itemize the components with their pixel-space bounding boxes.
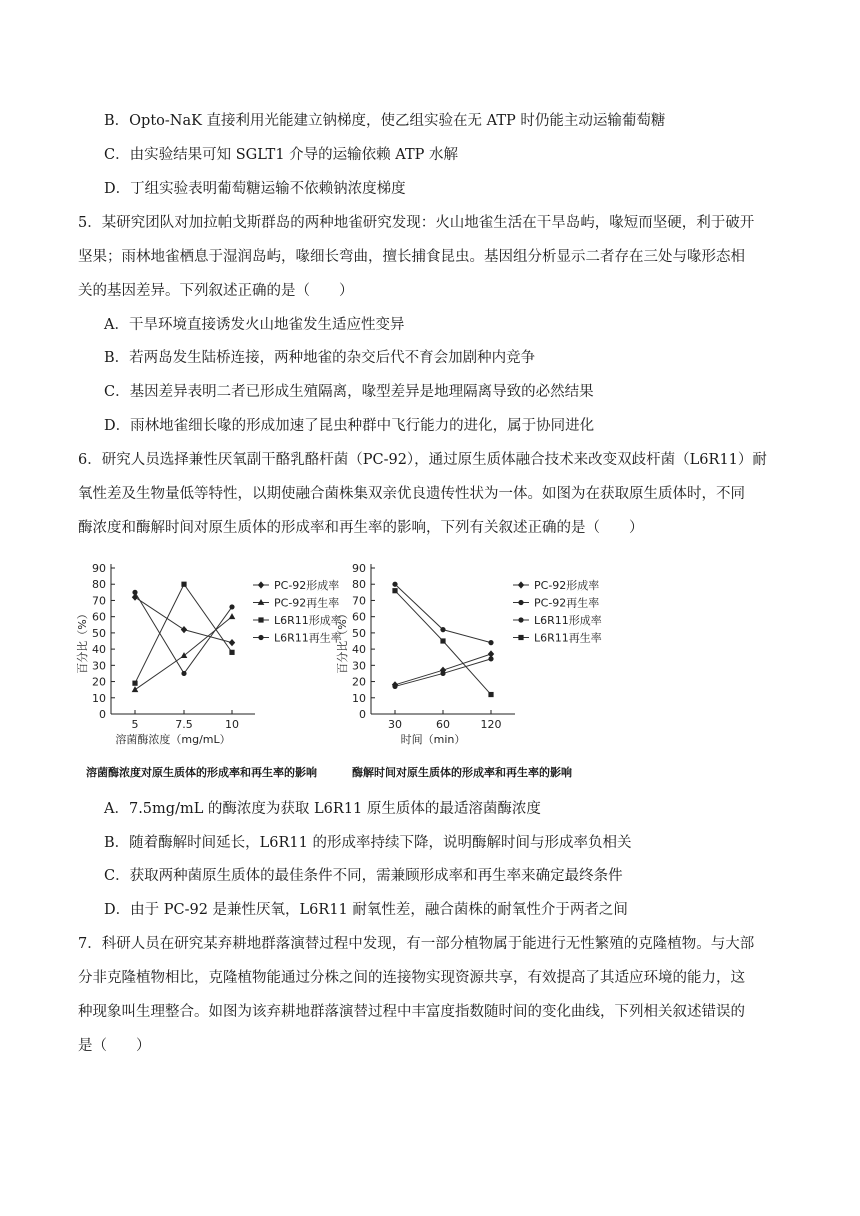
y-tick-label: 30 bbox=[352, 659, 366, 673]
y-tick-label: 40 bbox=[352, 643, 366, 657]
legend-marker bbox=[518, 635, 523, 640]
enzymolysis-time-chart bbox=[335, 556, 625, 756]
data-point bbox=[132, 590, 137, 595]
y-tick-label: 40 bbox=[92, 643, 106, 657]
legend-marker bbox=[518, 617, 523, 622]
y-tick-label: 60 bbox=[352, 610, 366, 624]
x-axis-label: 时间（min） bbox=[400, 733, 466, 746]
y-tick-label: 10 bbox=[352, 691, 366, 705]
x-tick-label: 10 bbox=[225, 718, 239, 731]
q5-option-b: B．若两岛发生陆桥连接，两种地雀的杂交后代不育会加剧种内竞争 bbox=[104, 350, 536, 366]
y-tick-label: 0 bbox=[359, 708, 366, 721]
q6-stem-line-2: 氧性差及生物量低等特性，以期使融合菌株集双亲优良遗传性状为一体。如图为在获取原生质体时，不同 bbox=[78, 486, 745, 502]
x-tick-label: 60 bbox=[436, 718, 450, 731]
q6-option-d: D．由于 PC-92 是兼性厌氧，L6R11 耐氧性差，融合菌株的耐氧性介于两者之间 bbox=[104, 902, 628, 918]
data-point bbox=[229, 604, 234, 609]
y-tick-label: 0 bbox=[99, 708, 106, 721]
data-point bbox=[392, 588, 397, 593]
y-tick-label: 90 bbox=[352, 562, 366, 575]
q6-stem-line-3: 酶浓度和酶解时间对原生质体的形成率和再生率的影响，下列有关叙述正确的是（ ） bbox=[78, 520, 644, 536]
data-point bbox=[488, 640, 493, 645]
data-point bbox=[181, 626, 187, 633]
data-point bbox=[181, 671, 186, 676]
data-point bbox=[229, 613, 236, 619]
legend-marker bbox=[258, 581, 264, 588]
q4-option-b: B．Opto-NaK 直接利用光能建立钠梯度，使乙组实验在无 ATP 时仍能主动运输葡萄糖 bbox=[104, 113, 666, 129]
legend-marker bbox=[258, 617, 263, 622]
data-point bbox=[440, 627, 445, 632]
x-tick-label: 30 bbox=[388, 718, 402, 731]
legend-label: L6R11再生率 bbox=[274, 631, 342, 645]
legend-marker bbox=[518, 600, 523, 605]
q4-option-d: D．丁组实验表明葡萄糖运输不依赖钠浓度梯度 bbox=[104, 181, 406, 197]
data-point bbox=[229, 650, 234, 655]
q5-option-d: D．雨林地雀细长喙的形成加速了昆虫种群中飞行能力的进化，属于协同进化 bbox=[104, 418, 595, 434]
q5-stem-line-2: 坚果；雨林地雀栖息于湿润岛屿，喙细长弯曲，擅长捕食昆虫。基因组分析显示二者存在三处与喙形态相 bbox=[78, 249, 745, 265]
q5-stem-line-3: 关的基因差异。下列叙述正确的是（ ） bbox=[78, 283, 354, 299]
y-tick-label: 80 bbox=[92, 578, 106, 592]
y-tick-label: 50 bbox=[92, 626, 106, 640]
data-point bbox=[488, 692, 493, 697]
q7-stem-line-2: 分非克隆植物相比，克隆植物能通过分株之间的连接物实现资源共享，有效提高了其适应环境的能力，这 bbox=[78, 970, 745, 986]
series-line bbox=[135, 592, 232, 673]
q7-stem-line-4: 是（ ） bbox=[78, 1038, 151, 1054]
legend-label: L6R11形成率 bbox=[534, 614, 602, 627]
x-tick-label: 5 bbox=[131, 718, 139, 731]
data-point bbox=[488, 656, 493, 661]
enzyme-concentration-chart bbox=[75, 556, 345, 756]
q6-option-c: C．获取两种菌原生质体的最佳条件不同，需兼顾形成率和再生率来确定最终条件 bbox=[104, 868, 623, 884]
y-tick-label: 20 bbox=[352, 675, 366, 689]
y-tick-label: 60 bbox=[92, 610, 106, 624]
y-axis-label: 百分比（%） bbox=[336, 608, 349, 674]
legend-label: PC-92再生率 bbox=[534, 596, 600, 610]
legend-marker bbox=[258, 635, 263, 640]
y-tick-label: 10 bbox=[92, 691, 106, 705]
data-point bbox=[181, 652, 188, 658]
q7-stem-line-3: 种现象叫生理整合。如图为该弃耕地群落演替过程中丰富度指数随时间的变化曲线，下列相关叙述错误的 bbox=[78, 1004, 745, 1020]
y-tick-label: 90 bbox=[92, 562, 106, 575]
legend-label: PC-92形成率 bbox=[274, 579, 340, 592]
legend-label: L6R11再生率 bbox=[534, 631, 602, 645]
data-point bbox=[132, 686, 139, 692]
x-axis-label: 溶菌酶浓度（mg/mL） bbox=[115, 733, 231, 746]
legend-label: PC-92形成率 bbox=[534, 579, 600, 592]
series-line bbox=[395, 584, 491, 642]
q5-stem-line-1: 5．某研究团队对加拉帕戈斯群岛的两种地雀研究发现：火山地雀生活在干旱岛屿，喙短而坚硬，利于破开 bbox=[78, 215, 755, 231]
legend-marker bbox=[258, 599, 265, 605]
y-tick-label: 70 bbox=[92, 594, 106, 608]
data-point bbox=[229, 639, 235, 646]
chart-2-caption: 酶解时间对原生质体的形成率和再生率的影响 bbox=[352, 766, 572, 779]
legend-label: PC-92再生率 bbox=[274, 596, 340, 610]
y-tick-label: 50 bbox=[352, 626, 366, 640]
data-point bbox=[392, 582, 397, 587]
q6-stem-line-1: 6．研究人员选择兼性厌氧副干酪乳酪杆菌（PC-92），通过原生质体融合技术来改变双歧杆菌（L6R11）耐 bbox=[78, 452, 767, 468]
q5-option-c: C．基因差异表明二者已形成生殖隔离，喙型差异是地理隔离导致的必然结果 bbox=[104, 384, 594, 400]
series-line bbox=[135, 597, 232, 642]
series-line bbox=[135, 584, 232, 683]
x-tick-label: 7.5 bbox=[175, 718, 193, 731]
legend-marker bbox=[518, 581, 524, 588]
q6-option-a: A．7.5mg/mL 的酶浓度为获取 L6R11 原生质体的最适溶菌酶浓度 bbox=[104, 801, 541, 817]
q4-option-c: C．由实验结果可知 SGLT1 介导的运输依赖 ATP 水解 bbox=[104, 147, 458, 163]
y-tick-label: 70 bbox=[352, 594, 366, 608]
data-point bbox=[392, 684, 397, 689]
y-tick-label: 80 bbox=[352, 578, 366, 592]
data-point bbox=[440, 671, 445, 676]
chart-1-caption: 溶菌酶浓度对原生质体的形成率和再生率的影响 bbox=[86, 766, 317, 779]
y-axis-label: 百分比（%） bbox=[76, 608, 89, 674]
x-tick-label: 120 bbox=[480, 718, 502, 731]
legend-label: L6R11形成率 bbox=[274, 614, 342, 627]
y-tick-label: 20 bbox=[92, 675, 106, 689]
data-point bbox=[132, 681, 137, 686]
data-point bbox=[181, 582, 186, 587]
q7-stem-line-1: 7．科研人员在研究某弃耕地群落演替过程中发现，有一部分植物属于能进行无性繁殖的克隆植物。与大部 bbox=[78, 936, 755, 952]
y-tick-label: 30 bbox=[92, 659, 106, 673]
q6-option-b: B．随着酶解时间延长，L6R11 的形成率持续下降，说明酶解时间与形成率负相关 bbox=[104, 835, 632, 851]
data-point bbox=[440, 638, 445, 643]
q5-option-a: A．干旱环境直接诱发火山地雀发生适应性变异 bbox=[104, 317, 405, 333]
